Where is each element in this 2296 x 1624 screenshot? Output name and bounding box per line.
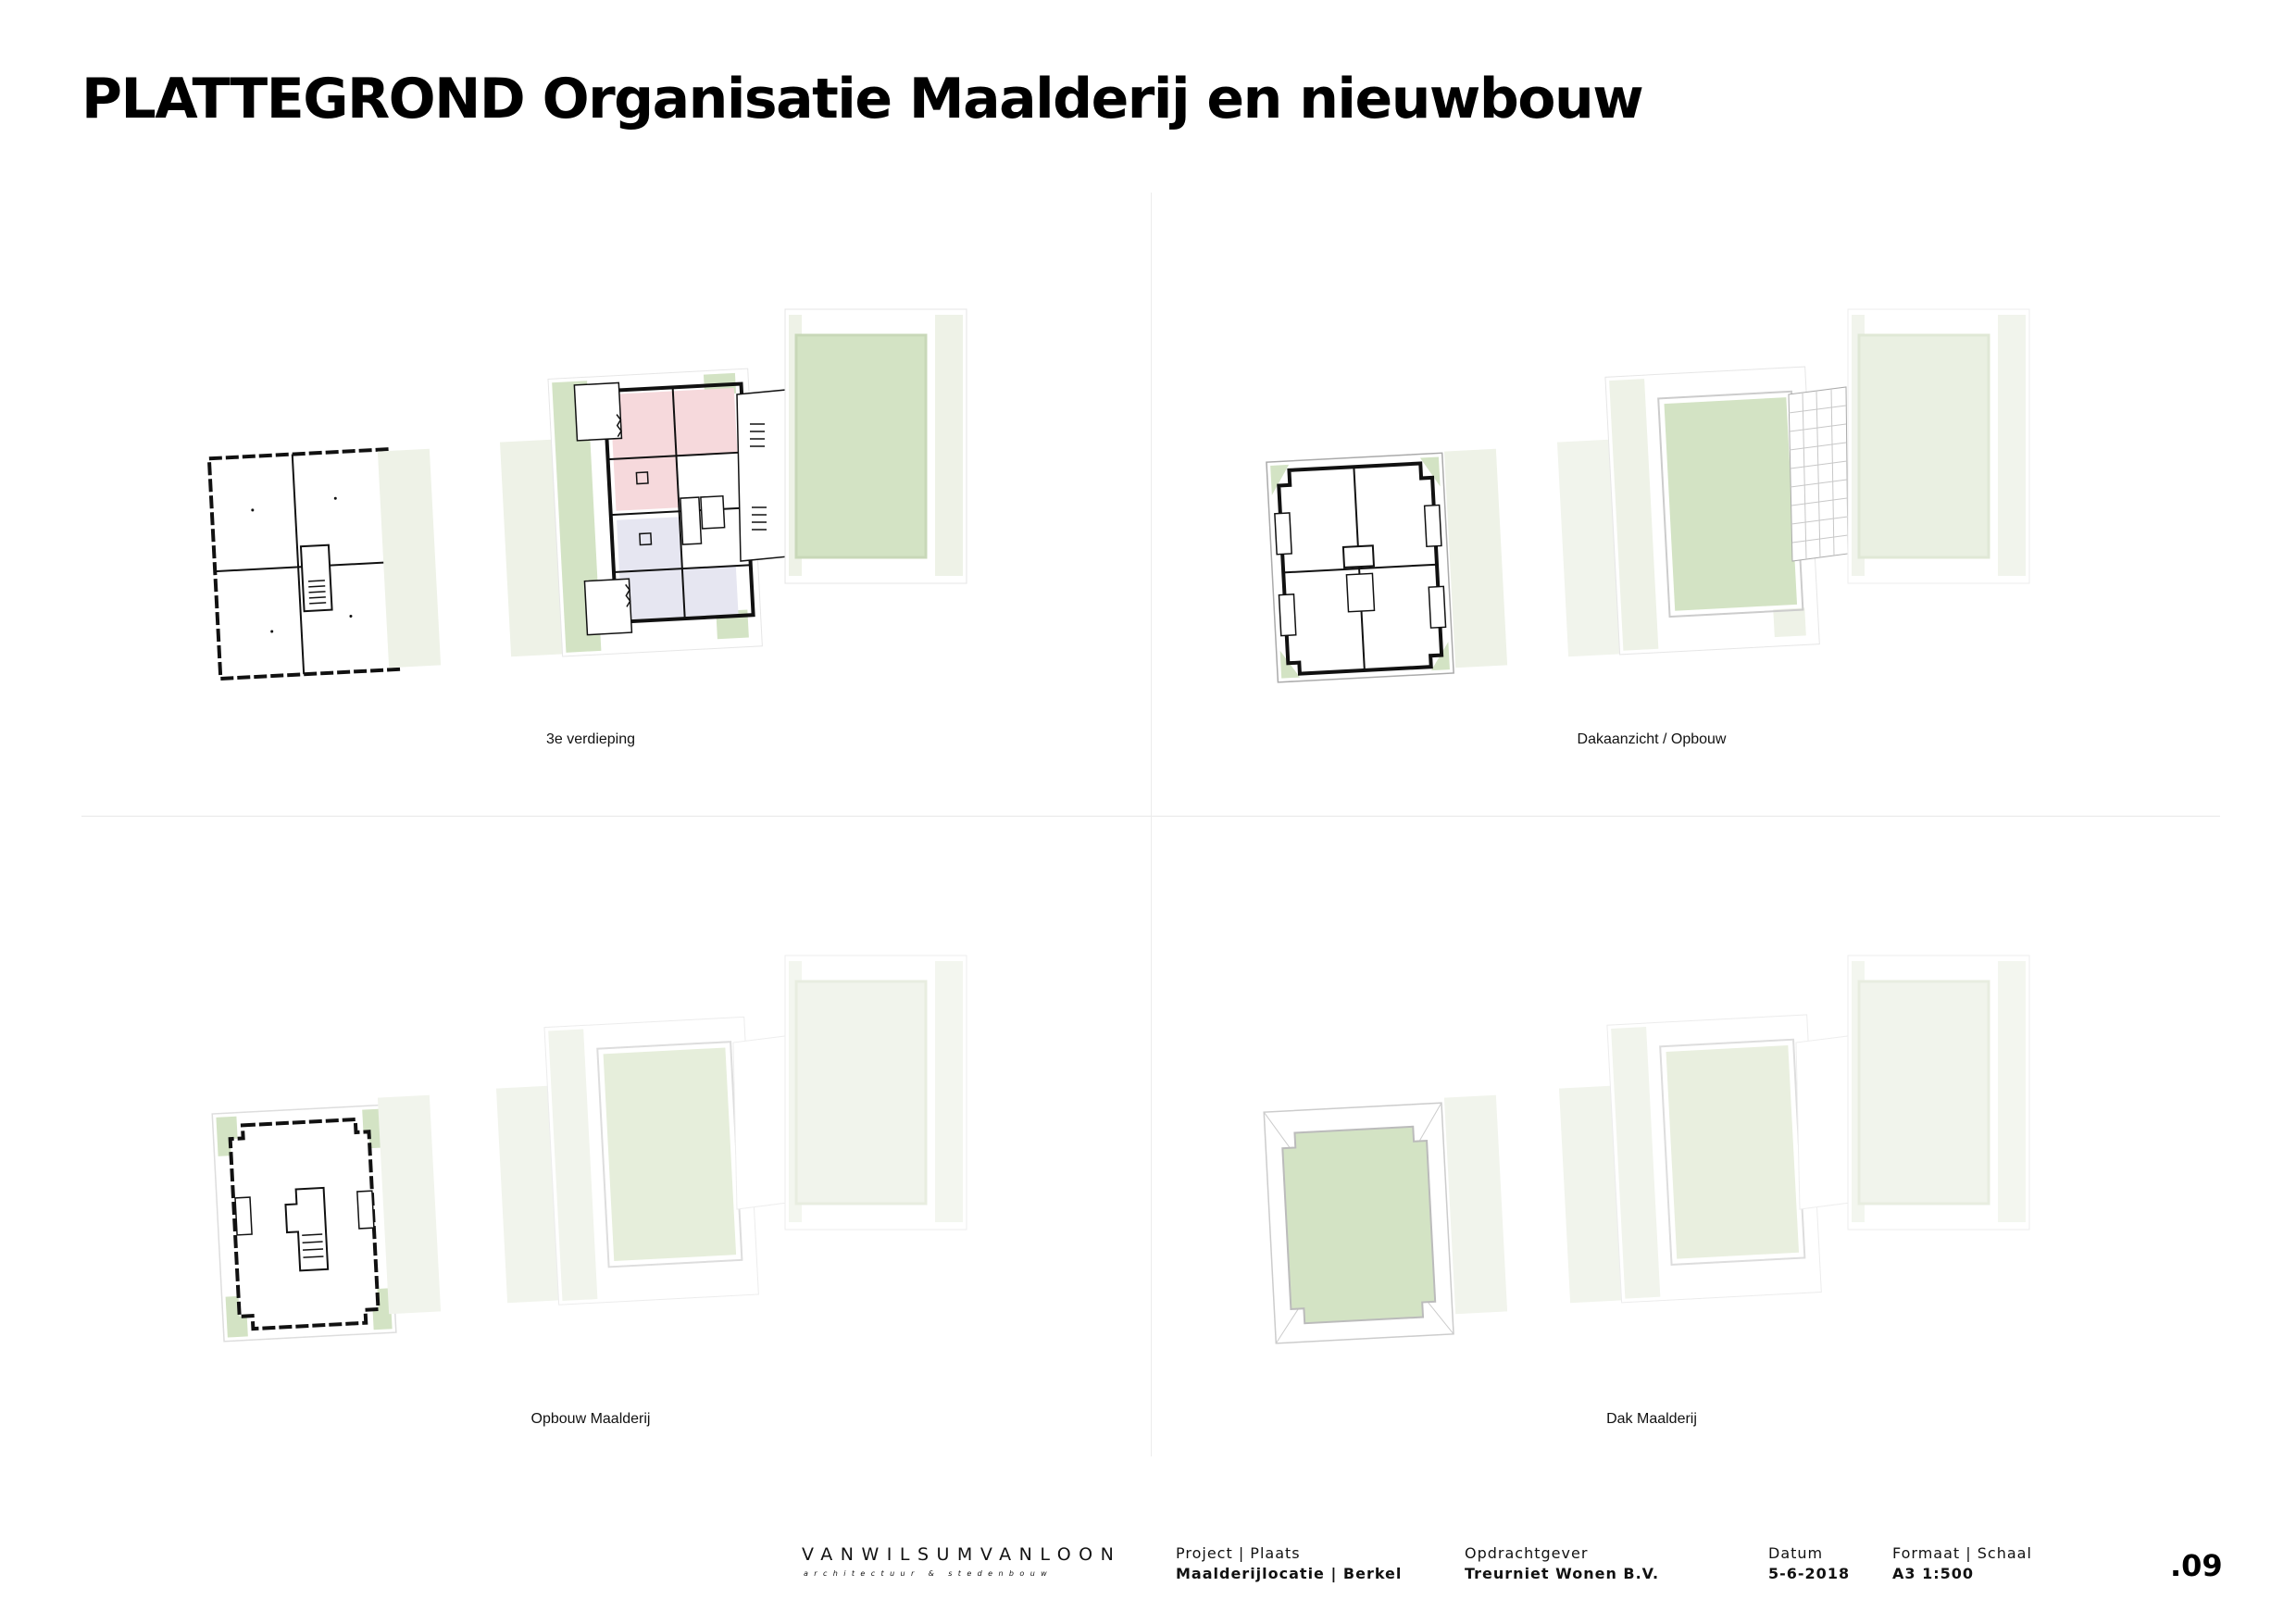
plan-dak-maalderij [1264, 956, 2029, 1343]
new-building [548, 369, 762, 656]
dak-maalderij-building [1264, 1103, 1454, 1343]
green-strip [1444, 1095, 1507, 1315]
date-value: 5-6-2018 [1768, 1565, 1851, 1582]
project-value: Maalderijlocatie | Berkel [1176, 1565, 1403, 1582]
roof-volume [1848, 309, 2029, 583]
green-roof-volume [785, 309, 967, 583]
green-strip [1444, 449, 1507, 668]
caption-dak-maalderij: Dak Maalderij [1606, 1411, 1697, 1427]
new-building-faded [1607, 1015, 1821, 1303]
caption-3e-verdieping: 3e verdieping [545, 731, 636, 747]
client-label: Opdrachtgever [1465, 1544, 1589, 1562]
caption-opbouw-maalderij: Opbouw Maalderij [530, 1411, 651, 1427]
date-label: Datum [1768, 1544, 1824, 1562]
format-label: Formaat | Schaal [1892, 1544, 2032, 1562]
glass-bridge [1789, 387, 1848, 561]
maalderij-building [209, 449, 400, 679]
page-title: PLATTEGROND Organisatie Maalderij en nieuwbouw [81, 67, 1643, 131]
roof-volume-faded [785, 956, 967, 1230]
caption-dakaanzicht-opbouw: Dakaanzicht / Opbouw [1577, 731, 1727, 747]
roof-volume-faded [1848, 956, 2029, 1230]
opbouw-maalderij-building [212, 1105, 396, 1341]
format-value: A3 1:500 [1892, 1565, 1975, 1582]
company-tagline: architectuur & stedenbouw [804, 1569, 1054, 1578]
company-logo: VANWILSUMVANLOON [802, 1544, 1122, 1565]
new-building-faded [544, 1017, 758, 1305]
page-number: .09 [2170, 1548, 2223, 1583]
new-building-roof [1605, 367, 1819, 655]
plan-dakaanzicht-opbouw [1267, 309, 2029, 682]
plan-3e-verdieping [209, 309, 967, 679]
opbouw-building [1267, 453, 1454, 682]
plan-opbouw-maalderij [212, 956, 967, 1342]
project-label: Project | Plaats [1176, 1544, 1301, 1562]
client-value: Treurniet Wonen B.V. [1465, 1565, 1660, 1582]
